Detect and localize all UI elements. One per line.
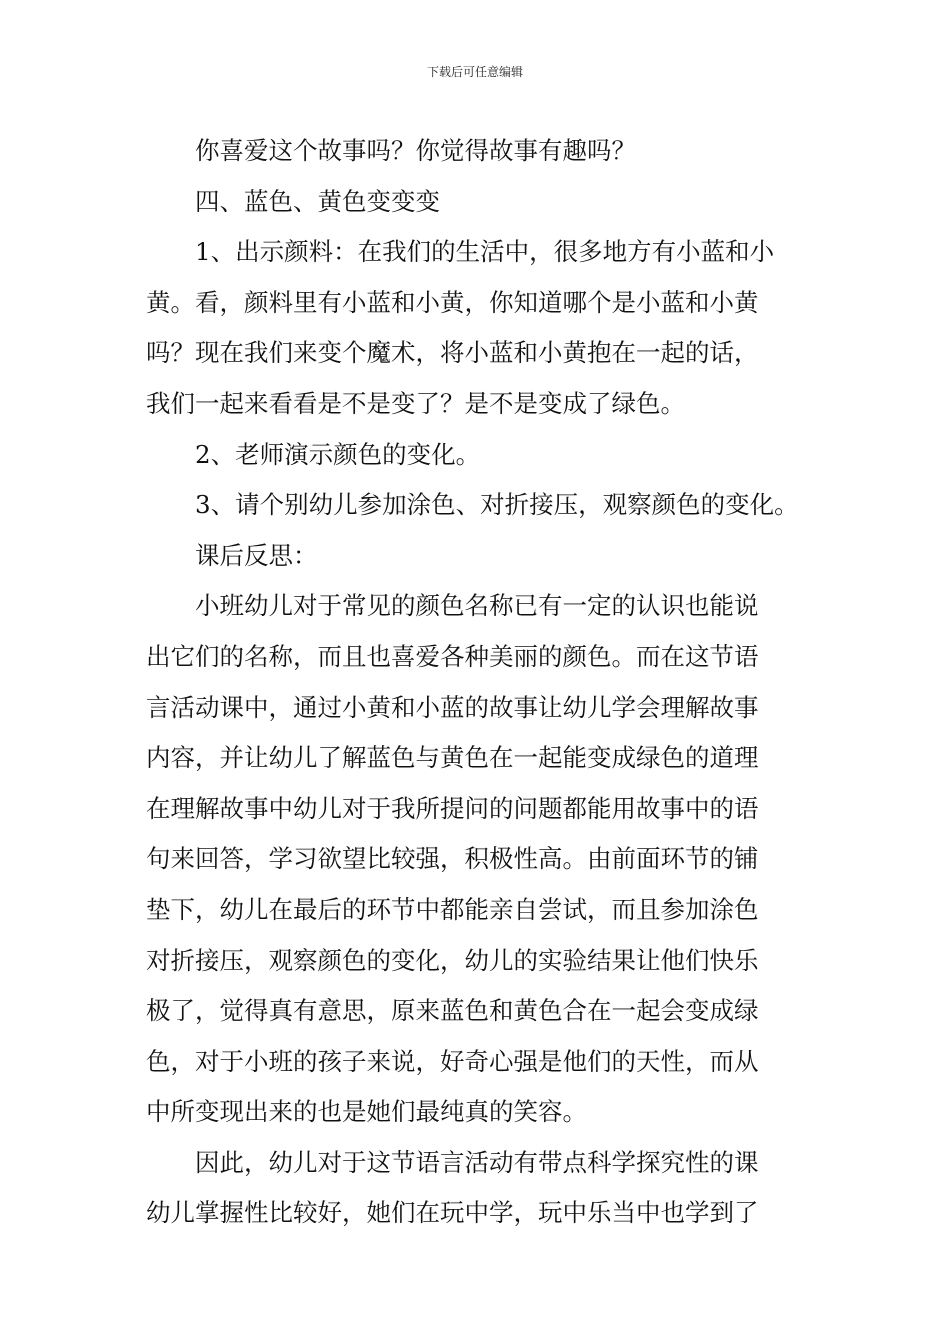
text-line: 幼儿掌握性比较好，她们在玩中学，玩中乐当中也学到了: [146, 1198, 759, 1228]
text-line: 因此，幼儿对于这节语言活动有带点科学探究性的课: [195, 1147, 759, 1177]
document-body: [146, 126, 810, 1239]
text-line: 出它们的名称，而且也喜爱各种美丽的颜色。而在这节语: [146, 641, 759, 671]
text-line: 黄。看，颜料里有小蓝和小黄，你知道哪个是小蓝和小黄: [146, 287, 759, 317]
section-heading: 课后反思：: [195, 540, 318, 570]
section-heading: 四、蓝色、黄色变变变: [195, 186, 440, 216]
text-line: 吗？现在我们来变个魔术，将小蓝和小黄抱在一起的话，: [146, 338, 759, 368]
text-line: 你喜爱这个故事吗？你觉得故事有趣吗？: [195, 136, 636, 165]
text-line: 2、老师演示颜色的变化。: [195, 439, 481, 469]
text-line: 1、出示颜料：在我们的生活中，很多地方有小蓝和小: [195, 237, 775, 267]
text-line: 色，对于小班的孩子来说，好奇心强是他们的天性，而从: [146, 1046, 759, 1076]
text-line: 内容，并让幼儿了解蓝色与黄色在一起能变成绿色的道理: [146, 743, 759, 773]
page-header: 下载后可任意编辑: [426, 65, 523, 79]
text-line: 中所变现出来的也是她们最纯真的笑容。: [146, 1097, 587, 1127]
text-line: 言活动课中，通过小黄和小蓝的故事让幼儿学会理解故事: [146, 692, 759, 722]
text-line: 对折接压，观察颜色的变化，幼儿的实验结果让他们快乐: [146, 945, 759, 975]
text-line: 句来回答，学习欲望比较强，积极性高。由前面环节的铺: [146, 844, 759, 874]
text-line: 极了，觉得真有意思，原来蓝色和黄色合在一起会变成绿: [146, 996, 759, 1026]
text-line: 我们一起来看看是不是变了？是不是变成了绿色。: [146, 388, 685, 418]
text-line: 3、请个别幼儿参加涂色、对折接压，观察颜色的变化。: [195, 490, 799, 520]
text-line: 小班幼儿对于常见的颜色名称已有一定的认识也能说: [195, 591, 759, 621]
text-line: 在理解故事中幼儿对于我所提问的问题都能用故事中的语: [146, 793, 759, 823]
text-line: 垫下，幼儿在最后的环节中都能亲自尝试，而且参加涂色: [146, 894, 759, 924]
